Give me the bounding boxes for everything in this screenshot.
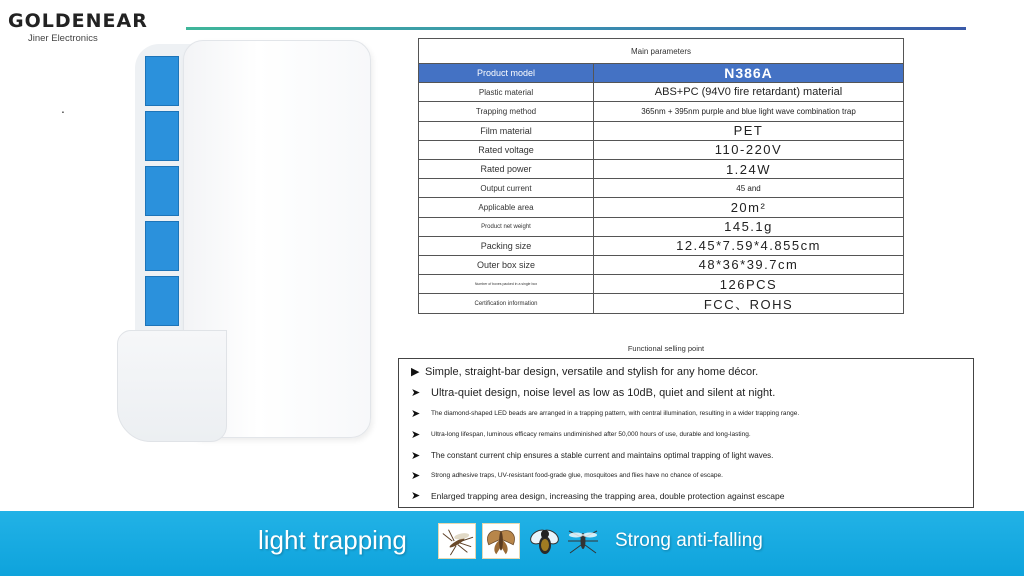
table-row [419,179,904,198]
param-value: 48*36*39.7cm [594,255,904,274]
param-label: Outer box size [419,255,594,274]
table-row [419,294,904,314]
point-text: The constant current chip ensures a stable current and maintains optimal trapping of light waves. [431,451,774,460]
light-slot [145,166,179,216]
param-value: 110-220V [594,140,904,159]
param-label: Film material [419,121,594,140]
point-text: Ultra-long lifespan, luminous efficacy remains undiminished after 50,000 hours of use, durable and long-lasting. [431,431,751,438]
param-label: Trapping method [419,102,594,121]
selling-points-title: Functional selling point [627,344,705,353]
arrowhead-icon: ➤ [411,408,421,420]
param-label: Certification information [419,294,594,314]
param-value: 365nm + 395nm purple and blue light wave combination trap [594,102,904,121]
list-item [411,365,758,378]
fly-icon [528,523,562,559]
param-value: 1.24W [594,159,904,178]
product-image [115,38,373,444]
param-value: 126PCS [594,275,904,294]
bottom-banner [0,511,1024,576]
param-label: Rated power [419,159,594,178]
param-label: Product net weight [419,217,594,236]
list-item [411,469,723,482]
selling-points-box [398,358,974,508]
list-item [411,386,775,399]
list-item [411,428,751,441]
param-value: FCC、ROHS [594,294,904,314]
param-label: Output current [419,179,594,198]
param-label: Rated voltage [419,140,594,159]
param-label: Applicable area [419,198,594,217]
header-divider [186,27,966,30]
param-value: ABS+PC (94V0 fire retardant) material [594,83,904,102]
brand-subtitle: Jiner Electronics [28,33,98,44]
light-slot [145,111,179,161]
table-row [419,236,904,255]
arrowhead-icon: ➤ [411,490,421,502]
table-row [419,64,904,83]
point-text: Strong adhesive traps, UV-resistant food-grade glue, mosquitoes and flies have no chance of escape. [431,472,723,479]
table-row [419,159,904,178]
brand-name: GOLDENEAR [8,10,148,32]
param-value: 45 and [594,179,904,198]
arrowhead-icon: ➤ [411,470,421,482]
table-row [419,217,904,236]
param-label: Number of boxes packed in a single box [419,275,594,294]
arrowhead-icon: ➤ [411,450,421,462]
param-value: 145.1g [594,217,904,236]
table-row [419,102,904,121]
banner-left-text: light trapping [258,525,407,555]
play-arrow-icon: ▶ [411,366,420,378]
param-label: Plastic material [419,83,594,102]
table-caption: Main parameters [419,39,904,64]
table-row [419,83,904,102]
parameters-table [418,38,904,314]
list-item [411,489,784,502]
moth-icon [482,523,520,559]
table-row [419,275,904,294]
table-row [419,121,904,140]
table-row [419,198,904,217]
param-value: 20m² [594,198,904,217]
banner-right-text: Strong anti-falling [615,530,763,551]
param-value: N386A [594,64,904,83]
param-value: 12.45*7.59*4.855cm [594,236,904,255]
table-row [419,255,904,274]
list-item [411,407,799,420]
list-item [411,449,773,462]
point-text: The diamond-shaped LED beads are arranged in a trapping pattern, with central illumination, resulting in a wider trapping range. [431,410,800,417]
arrowhead-icon: ➤ [411,387,421,399]
light-slot [145,221,179,271]
param-value: PET [594,121,904,140]
light-slot [145,276,179,326]
arrowhead-icon: ➤ [411,429,421,441]
point-text: Enlarged trapping area design, increasing the trapping area, double protection against escape [431,490,785,501]
mosquito-icon [438,523,476,559]
product-base [117,330,227,442]
table-row [419,140,904,159]
light-slot [145,56,179,106]
point-text: Simple, straight-bar design, versatile and stylish for any home décor. [425,365,759,378]
gnat-icon [566,523,600,559]
param-label: Packing size [419,236,594,255]
point-text: Ultra-quiet design, noise level as low as 10dB, quiet and silent at night. [431,386,776,399]
param-label: Product model [419,64,594,83]
stray-dot: . [61,100,65,116]
